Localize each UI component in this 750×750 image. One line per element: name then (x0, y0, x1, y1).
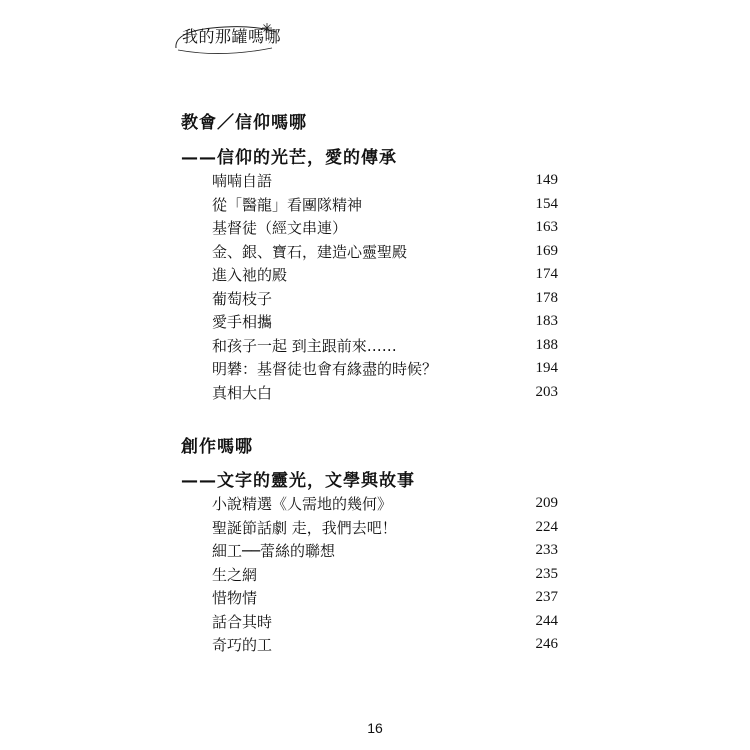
entry-page: 149 (535, 172, 558, 189)
toc-entry (212, 193, 558, 217)
entry-page: 209 (535, 495, 558, 512)
section-subtitle: ——文字的靈光，文學與故事 (181, 471, 415, 491)
entry-title: 生之網 (212, 565, 258, 584)
toc-entry (212, 610, 558, 634)
entry-page: 183 (535, 313, 558, 330)
toc-entry (212, 240, 558, 264)
entry-title: 葡萄枝子 (212, 289, 273, 308)
entry-page: 224 (535, 518, 558, 535)
toc-list (212, 492, 558, 657)
toc-entry (212, 539, 558, 563)
entry-page: 178 (535, 289, 558, 306)
entry-title: 和孩子一起 到主跟前來…… (212, 336, 397, 355)
entry-title: 明礬：基督徒也會有緣盡的時候？ (212, 360, 438, 379)
entry-page: 246 (535, 636, 558, 653)
entry-title: 進入祂的殿 (212, 266, 288, 285)
entry-title: 聖誕節話劇 走，我們去吧！ (212, 518, 397, 537)
toc-entry (212, 516, 558, 540)
page-number: 16 (367, 720, 383, 736)
entry-page: 194 (535, 360, 558, 377)
toc-entry (212, 334, 558, 358)
entry-title: 愛手相攜 (212, 313, 273, 332)
entry-title: 真相大白 (212, 383, 273, 402)
toc-entry (212, 586, 558, 610)
running-head (172, 18, 282, 54)
entry-page: 163 (535, 219, 558, 236)
entry-title: 小說精選《人需地的幾何》 (212, 495, 393, 514)
toc-entry (212, 310, 558, 334)
toc-entry (212, 263, 558, 287)
toc-entry (212, 287, 558, 311)
entry-title: 喃喃自語 (212, 172, 273, 191)
section-subtitle: ——信仰的光芒，愛的傳承 (181, 148, 397, 168)
entry-page: 154 (535, 195, 558, 212)
toc-entry (212, 492, 558, 516)
toc-entry (212, 169, 558, 193)
toc-entry (212, 563, 558, 587)
section-title: 教會／信仰嗎哪 (181, 113, 307, 133)
entry-page: 237 (535, 589, 558, 606)
entry-title: 奇巧的工 (212, 636, 273, 655)
entry-page: 174 (535, 266, 558, 283)
entry-page: 203 (535, 383, 558, 400)
entry-title: 話合其時 (212, 612, 273, 631)
entry-page: 235 (535, 565, 558, 582)
entry-page: 244 (535, 612, 558, 629)
entry-page: 188 (535, 336, 558, 353)
toc-list (212, 169, 558, 404)
entry-page: 169 (535, 242, 558, 259)
toc-entry (212, 381, 558, 405)
section-title: 創作嗎哪 (181, 437, 253, 457)
entry-title: 惜物情 (212, 589, 258, 608)
toc-entry (212, 633, 558, 657)
entry-title: 從「醫龍」看團隊精神 (212, 195, 363, 214)
toc-entry (212, 357, 558, 381)
running-head-title: 我的那罐嗎哪 (182, 27, 282, 46)
toc-entry (212, 216, 558, 240)
entry-title: 基督徒（經文串連） (212, 219, 348, 238)
entry-title: 細工──蕾絲的聯想 (212, 542, 336, 561)
entry-title: 金、銀、寶石，建造心靈聖殿 (212, 242, 408, 261)
entry-page: 233 (535, 542, 558, 559)
